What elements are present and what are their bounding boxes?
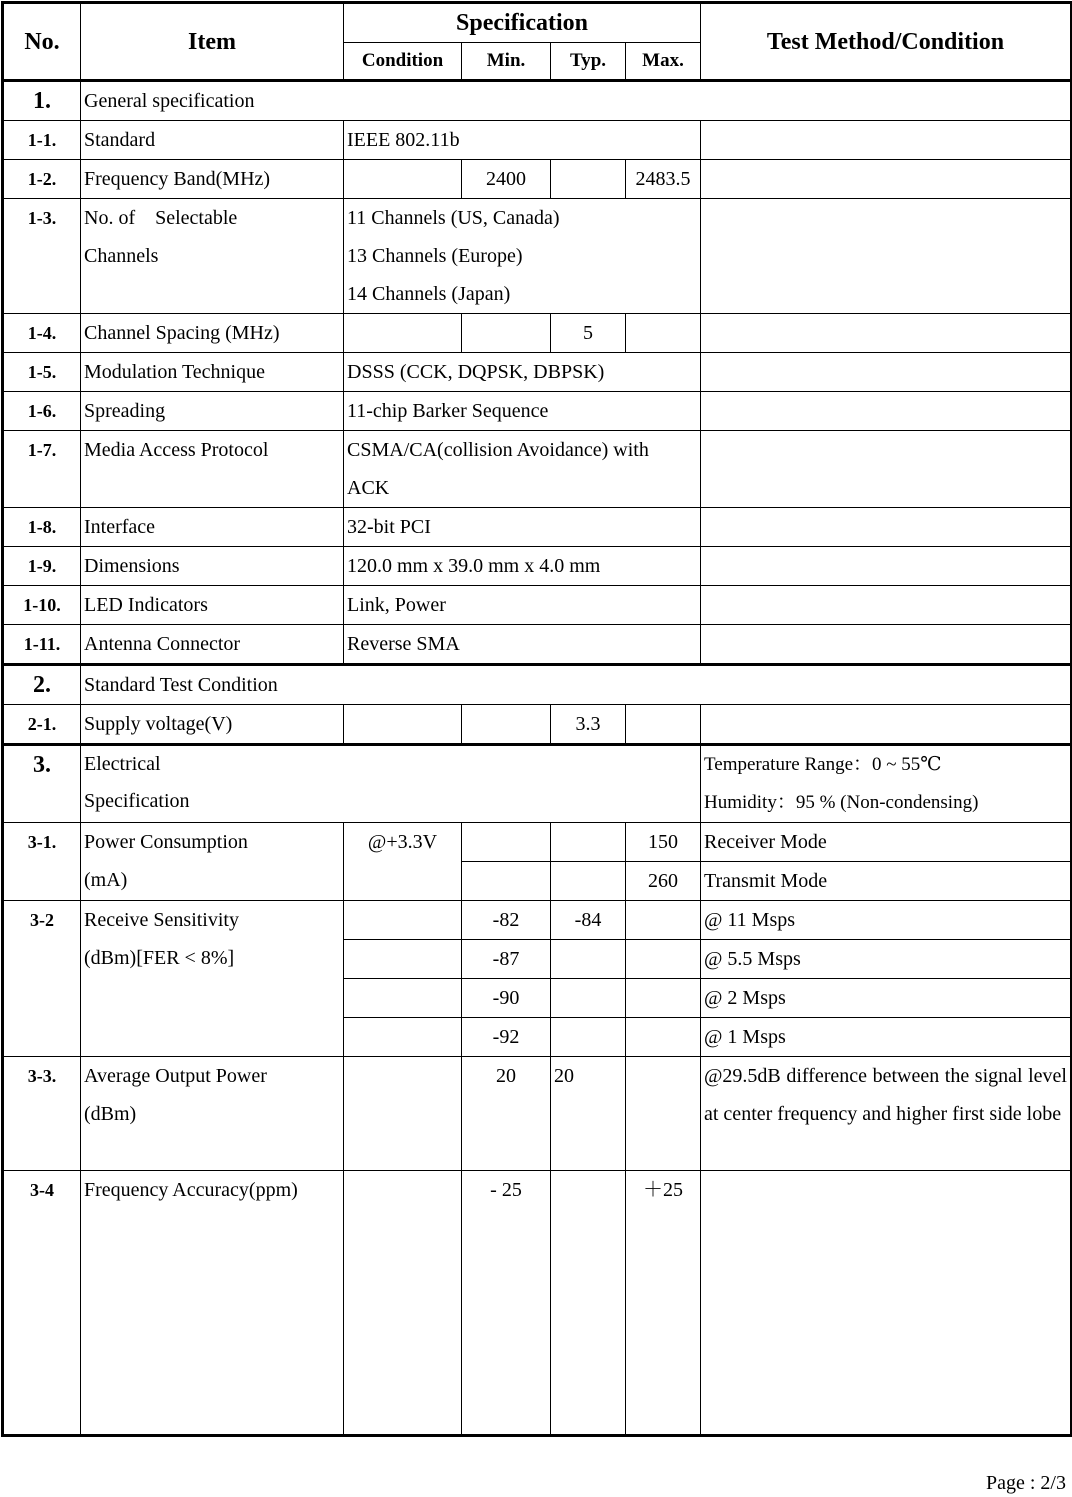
row-3-3-item-line2: (dBm) bbox=[84, 1103, 137, 1125]
row-1-11-item: Antenna Connector bbox=[81, 625, 344, 665]
row-3-1-no: 3-1. bbox=[3, 823, 81, 901]
row-1-10-spec: Link, Power bbox=[344, 586, 701, 625]
row-3-2b-max bbox=[626, 940, 701, 979]
row-1-7-test bbox=[701, 431, 1072, 508]
row-3-2d-test: @ 1 Msps bbox=[701, 1018, 1072, 1057]
row-1-10-no: 1-10. bbox=[3, 586, 81, 625]
specification-table bbox=[1, 1, 1072, 1437]
row-1-2-condition bbox=[344, 160, 462, 199]
row-1-4-no: 1-4. bbox=[3, 314, 81, 353]
row-1-1-no: 1-1. bbox=[3, 121, 81, 160]
row-3-1-item-line1: Power Consumption bbox=[84, 831, 248, 853]
row-3-1-item bbox=[81, 823, 344, 901]
row-1-9-no: 1-9. bbox=[3, 547, 81, 586]
row-1-7-spec-line1: CSMA/CA(collision Avoidance) with bbox=[347, 439, 649, 461]
row-2-1-test bbox=[701, 705, 1072, 745]
row-1-6-test bbox=[701, 392, 1072, 431]
header-item: Item bbox=[81, 3, 344, 81]
row-3-2d-typ bbox=[551, 1018, 626, 1057]
row-3-2a-min: -82 bbox=[462, 901, 551, 940]
row-1-7-spec-line2: ACK bbox=[347, 477, 390, 499]
row-2-1-condition bbox=[344, 705, 462, 745]
row-1-9-spec: 120.0 mm x 39.0 mm x 4.0 mm bbox=[344, 547, 701, 586]
page-number: Page : 2/3 bbox=[986, 1472, 1066, 1494]
row-1-7-no: 1-7. bbox=[3, 431, 81, 508]
row-3-4-min: - 25 bbox=[462, 1171, 551, 1436]
row-3-2b-min: -87 bbox=[462, 940, 551, 979]
row-3-1a-max: 150 bbox=[626, 823, 701, 862]
row-3-3-item-line1: Average Output Power bbox=[84, 1065, 267, 1087]
row-3-2b-test: @ 5.5 Msps bbox=[701, 940, 1072, 979]
row-3-2d-min: -92 bbox=[462, 1018, 551, 1057]
row-3-1-condition: @+3.3V bbox=[344, 823, 462, 901]
row-3-3-item bbox=[81, 1057, 344, 1171]
row-3-2a-condition bbox=[344, 901, 462, 940]
row-3-4-condition bbox=[344, 1171, 462, 1436]
row-3-4-no: 3-4 bbox=[3, 1171, 81, 1436]
row-1-4-typ: 5 bbox=[551, 314, 626, 353]
row-3-2a-test: @ 11 Msps bbox=[701, 901, 1072, 940]
section-3-no: 3. bbox=[3, 745, 81, 823]
row-3-2d-condition bbox=[344, 1018, 462, 1057]
row-2-1-typ: 3.3 bbox=[551, 705, 626, 745]
row-3-4-max: ＋25 bbox=[626, 1171, 701, 1436]
row-1-4-min bbox=[462, 314, 551, 353]
section-3-title bbox=[81, 745, 701, 823]
header-min: Min. bbox=[462, 43, 551, 81]
row-1-3-item bbox=[81, 199, 344, 314]
row-1-6-spec: 11-chip Barker Sequence bbox=[344, 392, 701, 431]
header-condition: Condition bbox=[344, 43, 462, 81]
row-1-5-spec: DSSS (CCK, DQPSK, DBPSK) bbox=[344, 353, 701, 392]
row-3-2a-max bbox=[626, 901, 701, 940]
row-3-2-item bbox=[81, 901, 344, 1057]
row-2-1-max bbox=[626, 705, 701, 745]
row-1-7-item: Media Access Protocol bbox=[81, 431, 344, 508]
row-1-5-item: Modulation Technique bbox=[81, 353, 344, 392]
row-3-2c-test: @ 2 Msps bbox=[701, 979, 1072, 1018]
row-3-2c-max bbox=[626, 979, 701, 1018]
row-3-4-typ bbox=[551, 1171, 626, 1436]
row-3-3-test: @29.5dB difference between the signal level at center frequency and higher first side lobe bbox=[701, 1057, 1072, 1171]
row-3-4-test bbox=[701, 1171, 1072, 1436]
row-1-4-test bbox=[701, 314, 1072, 353]
row-1-8-item: Interface bbox=[81, 508, 344, 547]
row-3-2-item-line1: Receive Sensitivity bbox=[84, 909, 239, 931]
section-3-temperature: Temperature Range：0 ~ 55℃ bbox=[704, 754, 942, 775]
row-1-11-test bbox=[701, 625, 1072, 665]
row-1-2-min: 2400 bbox=[462, 160, 551, 199]
row-3-2d-max bbox=[626, 1018, 701, 1057]
row-1-4-item: Channel Spacing (MHz) bbox=[81, 314, 344, 353]
row-1-3-spec-line2: 13 Channels (Europe) bbox=[347, 245, 523, 267]
row-1-3-no: 1-3. bbox=[3, 199, 81, 314]
header-specification: Specification bbox=[344, 3, 701, 43]
section-1-title: General specification bbox=[81, 81, 1072, 121]
section-2-no: 2. bbox=[3, 665, 81, 705]
section-1-no: 1. bbox=[3, 81, 81, 121]
row-3-1a-min bbox=[462, 823, 551, 862]
header-typ: Typ. bbox=[551, 43, 626, 81]
row-3-1-item-line2: (mA) bbox=[84, 869, 128, 891]
row-3-1b-typ bbox=[551, 862, 626, 901]
row-3-2a-typ: -84 bbox=[551, 901, 626, 940]
row-1-3-spec-line3: 14 Channels (Japan) bbox=[347, 283, 511, 305]
row-3-3-condition bbox=[344, 1057, 462, 1171]
row-1-1-test bbox=[701, 121, 1072, 160]
row-1-3-item-line1: No. of Selectable bbox=[84, 207, 238, 229]
row-3-2b-typ bbox=[551, 940, 626, 979]
row-1-8-test bbox=[701, 508, 1072, 547]
row-1-7-spec bbox=[344, 431, 701, 508]
row-3-1b-test: Transmit Mode bbox=[701, 862, 1072, 901]
row-3-2c-condition bbox=[344, 979, 462, 1018]
row-3-2b-condition bbox=[344, 940, 462, 979]
row-3-2c-min: -90 bbox=[462, 979, 551, 1018]
row-1-2-item: Frequency Band(MHz) bbox=[81, 160, 344, 199]
row-1-8-spec: 32-bit PCI bbox=[344, 508, 701, 547]
row-3-1b-min bbox=[462, 862, 551, 901]
row-3-2c-typ bbox=[551, 979, 626, 1018]
row-1-11-spec: Reverse SMA bbox=[344, 625, 701, 665]
row-2-1-item: Supply voltage(V) bbox=[81, 705, 344, 745]
row-1-2-max: 2483.5 bbox=[626, 160, 701, 199]
section-3-title-line1: Electrical bbox=[84, 753, 161, 775]
row-3-2-item-line2: (dBm)[FER < 8%] bbox=[84, 947, 235, 969]
row-3-3-max bbox=[626, 1057, 701, 1171]
row-2-1-no: 2-1. bbox=[3, 705, 81, 745]
row-1-11-no: 1-11. bbox=[3, 625, 81, 665]
header-no: No. bbox=[3, 3, 81, 81]
row-1-1-item: Standard bbox=[81, 121, 344, 160]
row-1-4-max bbox=[626, 314, 701, 353]
row-3-1b-max: 260 bbox=[626, 862, 701, 901]
row-3-2-no: 3-2 bbox=[3, 901, 81, 1057]
row-3-1a-typ bbox=[551, 823, 626, 862]
row-1-3-test bbox=[701, 199, 1072, 314]
row-3-3-typ: 20 bbox=[551, 1057, 626, 1171]
section-2-title: Standard Test Condition bbox=[81, 665, 1072, 705]
row-1-10-item: LED Indicators bbox=[81, 586, 344, 625]
row-1-3-spec-line1: 11 Channels (US, Canada) bbox=[347, 207, 560, 229]
row-1-3-spec bbox=[344, 199, 701, 314]
row-1-2-no: 1-2. bbox=[3, 160, 81, 199]
row-1-9-test bbox=[701, 547, 1072, 586]
row-1-6-no: 1-6. bbox=[3, 392, 81, 431]
section-3-conditions bbox=[701, 745, 1072, 823]
row-1-5-test bbox=[701, 353, 1072, 392]
row-1-1-spec: IEEE 802.11b bbox=[344, 121, 701, 160]
header-max: Max. bbox=[626, 43, 701, 81]
row-3-3-no: 3-3. bbox=[3, 1057, 81, 1171]
section-3-title-line2: Specification bbox=[84, 790, 190, 812]
row-1-4-condition bbox=[344, 314, 462, 353]
row-1-2-test bbox=[701, 160, 1072, 199]
row-1-3-item-line2: Channels bbox=[84, 245, 159, 267]
row-1-5-no: 1-5. bbox=[3, 353, 81, 392]
row-3-3-min: 20 bbox=[462, 1057, 551, 1171]
row-2-1-min bbox=[462, 705, 551, 745]
row-1-9-item: Dimensions bbox=[81, 547, 344, 586]
row-1-10-test bbox=[701, 586, 1072, 625]
row-1-6-item: Spreading bbox=[81, 392, 344, 431]
section-3-humidity: Humidity：95 % (Non-condensing) bbox=[704, 792, 979, 813]
row-3-4-item: Frequency Accuracy(ppm) bbox=[81, 1171, 344, 1436]
row-1-2-typ bbox=[551, 160, 626, 199]
row-3-1a-test: Receiver Mode bbox=[701, 823, 1072, 862]
row-1-8-no: 1-8. bbox=[3, 508, 81, 547]
header-test-method: Test Method/Condition bbox=[701, 3, 1072, 81]
